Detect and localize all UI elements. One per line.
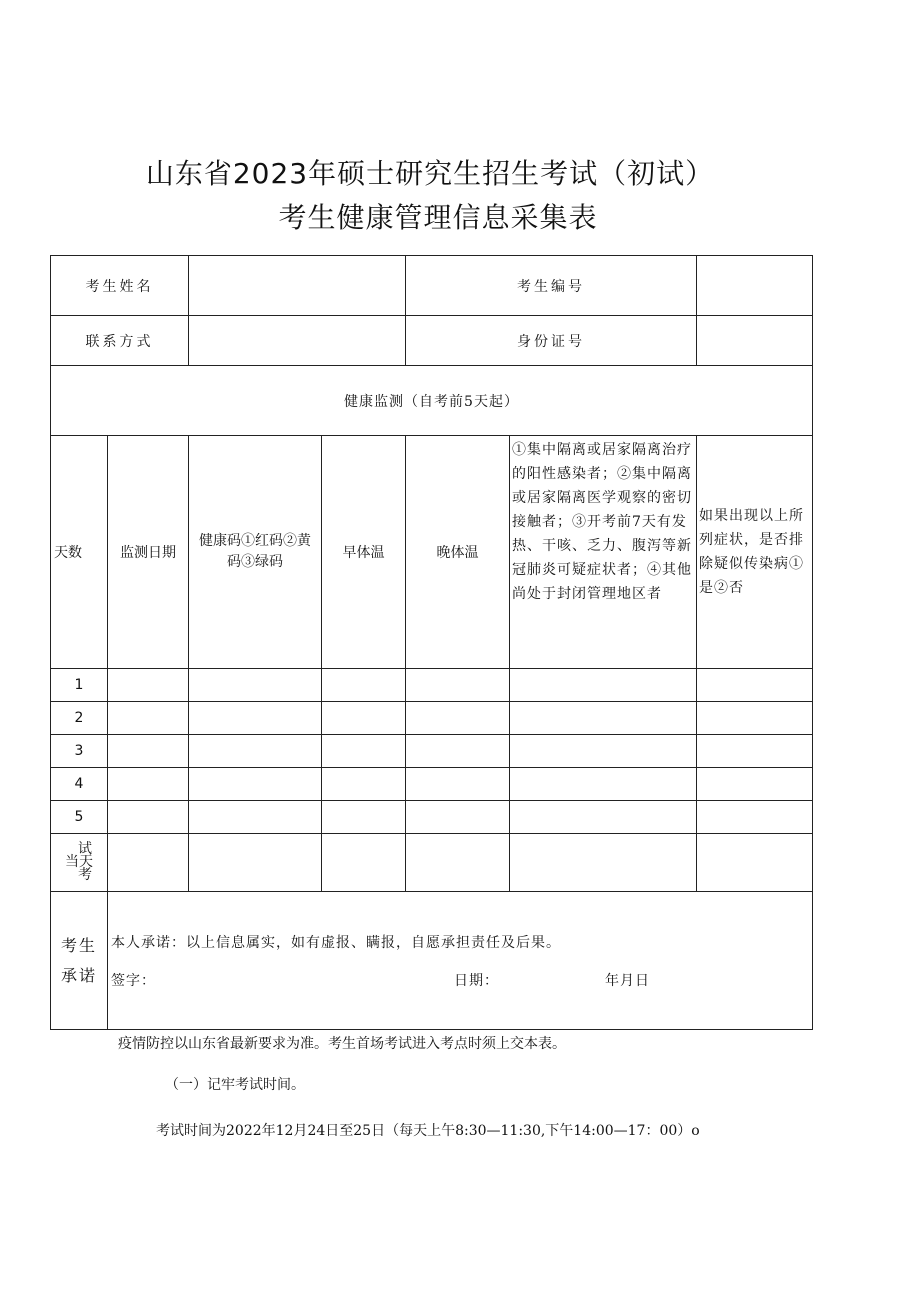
col-days: 天数 xyxy=(51,436,108,669)
exam-id-field[interactable] xyxy=(697,256,813,316)
col-exclude-disease: 如果出现以上所列症状，是否排除疑似传染病①是②否 xyxy=(697,436,813,669)
cell[interactable] xyxy=(189,801,322,834)
cell[interactable] xyxy=(697,834,813,892)
cell[interactable] xyxy=(108,768,189,801)
pledge-sign-row xyxy=(111,970,812,990)
col-evening-temp: 晚体温 xyxy=(406,436,510,669)
col-health-code: 健康码①红码②黄码③绿码 xyxy=(189,436,322,669)
day-number: 3 xyxy=(51,735,108,768)
day-number: 5 xyxy=(51,801,108,834)
cell[interactable] xyxy=(510,669,697,702)
cell[interactable] xyxy=(406,801,510,834)
cell[interactable] xyxy=(510,834,697,892)
cell[interactable] xyxy=(108,834,189,892)
cell[interactable] xyxy=(322,768,406,801)
cell[interactable] xyxy=(697,669,813,702)
col-symptoms: ①集中隔离或居家隔离治疗的阳性感染者；②集中隔离或居家隔离医学观察的密切接触者；③开考前7天有发热、干咳、乏力、腹泻等新冠肺炎可疑症状者；④其他尚处于封闭管理地区者 xyxy=(510,436,697,669)
exam-day-bot: 考 xyxy=(78,867,92,883)
cell[interactable] xyxy=(189,768,322,801)
pledge-text: 本人承诺：以上信息属实，如有虚报、瞒报，自愿承担责任及后果。 xyxy=(111,934,561,951)
cell[interactable] xyxy=(406,669,510,702)
date-label: 日期： xyxy=(454,972,499,989)
day-number: 1 xyxy=(51,669,108,702)
monitor-header: 健康监测（自考前5天起） xyxy=(51,366,813,436)
cell[interactable] xyxy=(322,801,406,834)
note-line-2: （一）记牢考试时间。 xyxy=(165,1077,305,1093)
note-line-3: 考试时间为2022年12月24日至25日（每天上午8:30—11:30,下午14:00—17：00）o xyxy=(156,1123,700,1139)
cell[interactable] xyxy=(322,669,406,702)
day-number: 2 xyxy=(51,702,108,735)
sign-label: 签字： xyxy=(111,972,156,989)
cell[interactable] xyxy=(189,735,322,768)
form-subtitle: 考生健康管理信息采集表 xyxy=(278,201,598,234)
cell[interactable] xyxy=(189,834,322,892)
cell[interactable] xyxy=(322,702,406,735)
cell[interactable] xyxy=(510,801,697,834)
cell[interactable] xyxy=(406,735,510,768)
cell[interactable] xyxy=(697,801,813,834)
name-label: 考生姓名 xyxy=(51,256,189,316)
name-field[interactable] xyxy=(189,256,406,316)
exam-id-label: 考生编号 xyxy=(406,256,697,316)
cell[interactable] xyxy=(510,768,697,801)
contact-field[interactable] xyxy=(189,316,406,366)
cell[interactable] xyxy=(697,735,813,768)
cell[interactable] xyxy=(406,768,510,801)
health-form-table xyxy=(50,255,813,1030)
cell[interactable] xyxy=(406,834,510,892)
cell[interactable] xyxy=(406,702,510,735)
idcard-field[interactable] xyxy=(697,316,813,366)
cell[interactable] xyxy=(322,834,406,892)
col-date: 监测日期 xyxy=(108,436,189,669)
ymd-label: 年月日 xyxy=(605,972,650,989)
cell[interactable] xyxy=(510,702,697,735)
cell[interactable] xyxy=(322,735,406,768)
exam-day-top: 试 xyxy=(78,841,92,857)
cell[interactable] xyxy=(189,702,322,735)
col-morning-temp: 早体温 xyxy=(322,436,406,669)
exam-day-mid: 当天 xyxy=(65,854,93,870)
cell[interactable] xyxy=(108,735,189,768)
cell[interactable] xyxy=(108,669,189,702)
cell[interactable] xyxy=(697,768,813,801)
cell[interactable] xyxy=(189,669,322,702)
form-title: 山东省2023年硕士研究生招生考试（初试） xyxy=(145,157,715,190)
exam-day-label xyxy=(51,834,108,892)
note-line-1: 疫情防控以山东省最新要求为准。考生首场考试进入考点时须上交本表。 xyxy=(118,1036,566,1052)
cell[interactable] xyxy=(108,801,189,834)
cell[interactable] xyxy=(510,735,697,768)
idcard-label: 身份证号 xyxy=(406,316,697,366)
cell[interactable] xyxy=(108,702,189,735)
day-number: 4 xyxy=(51,768,108,801)
pledge-content xyxy=(108,892,813,1030)
contact-label: 联系方式 xyxy=(51,316,189,366)
pledge-label: 考生承诺 xyxy=(51,892,108,1030)
cell[interactable] xyxy=(697,702,813,735)
